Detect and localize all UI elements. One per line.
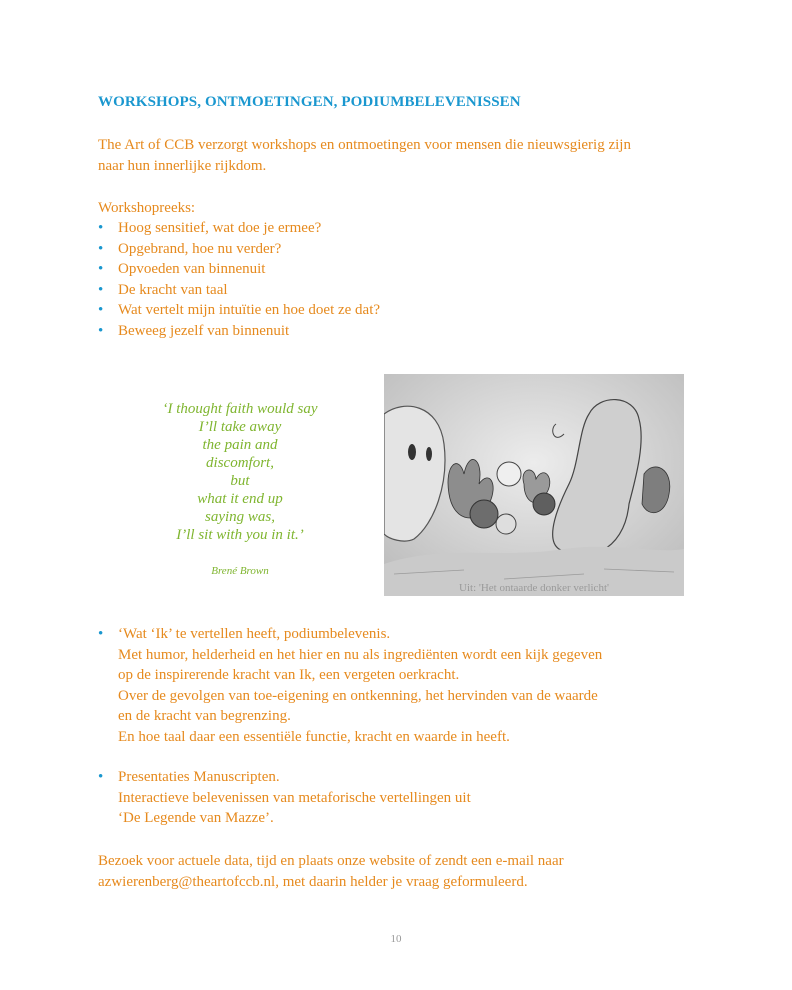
quote-line: I’ll sit with you in it.’: [176, 527, 304, 543]
list-item: • De kracht van taal: [98, 280, 380, 301]
performances-list: [98, 624, 602, 849]
quote-author: Brené Brown: [211, 565, 269, 577]
bullet-icon: •: [98, 240, 104, 257]
bullet-icon: •: [98, 626, 104, 642]
performance-line: ‘De Legende van Mazze’.: [118, 810, 274, 826]
sketch-illustration: [384, 374, 684, 596]
page-heading: WORKSHOPS, ONTMOETINGEN, PODIUMBELEVENISSEN: [98, 94, 521, 110]
pencil-sketch-icon: [384, 374, 684, 596]
bullet-icon: •: [98, 769, 104, 785]
list-item: • Hoog sensitief, wat doe je ermee?: [98, 218, 380, 239]
bullet-icon: •: [98, 261, 104, 277]
intro-line: naar hun innerlijke rijkdom.: [98, 157, 267, 174]
intro-line: The Art of CCB verzorgt workshops en ontmoetingen voor mensen die nieuwsgierig zijn: [98, 137, 631, 153]
closing-paragraph: [98, 851, 718, 892]
closing-line: Bezoek voor actuele data, tijd en plaats onze website of zendt een e-mail naar: [98, 853, 564, 869]
bullet-icon: •: [98, 220, 104, 236]
quote-line: ‘I thought faith would say: [162, 401, 318, 417]
list-item: • Opgebrand, hoe nu verder?: [98, 239, 380, 260]
performance-line: ‘Wat ‘Ik’ te vertellen heeft, podiumbelevenis.: [118, 626, 391, 642]
bullet-icon: •: [98, 281, 104, 298]
performance-line: op de inspirerende kracht van Ik, een vergeten oerkracht.: [118, 667, 460, 683]
performance-line: en de kracht van begrenzing.: [118, 708, 291, 724]
illustration-caption: Uit: 'Het ontaarde donker verlicht': [459, 582, 609, 594]
quote-line: but: [230, 473, 250, 489]
bullet-icon: •: [98, 302, 104, 318]
list-item: • Beweeg jezelf van binnenuit: [98, 321, 380, 342]
performance-line: Presentaties Manuscripten.: [118, 769, 280, 785]
quote-line: saying was,: [204, 509, 275, 525]
performance-line: En hoe taal daar een essentiële functie, kracht en waarde in heeft.: [118, 728, 510, 745]
workshop-series-title: Workshopreeks:: [98, 200, 196, 216]
quote-line: the pain and: [202, 437, 278, 453]
closing-line: azwierenberg@theartofccb.nl, met daarin helder je vraag geformuleerd.: [98, 873, 528, 890]
page-number: 10: [390, 933, 402, 945]
list-item: [98, 767, 602, 829]
list-item: • Opvoeden van binnenuit: [98, 259, 380, 280]
performance-line: Met humor, helderheid en het hier en nu als ingrediënten wordt een kijk gegeven: [118, 646, 603, 663]
quote-line: discomfort,: [206, 455, 274, 471]
quote-line: I’ll take away: [198, 419, 282, 435]
quote-block: [120, 400, 360, 544]
list-item: • Wat vertelt mijn intuïtie en hoe doet ze dat?: [98, 300, 380, 321]
bullet-icon: •: [98, 322, 104, 339]
quote-line: what it end up: [197, 491, 283, 507]
intro-paragraph: [98, 135, 718, 176]
workshop-list: [98, 218, 380, 341]
list-item: [98, 624, 602, 747]
performance-line: Interactieve belevenissen van metaforische vertellingen uit: [118, 789, 471, 806]
performance-line: Over de gevolgen van toe-eigening en ontkenning, het hervinden van de waarde: [118, 687, 598, 704]
